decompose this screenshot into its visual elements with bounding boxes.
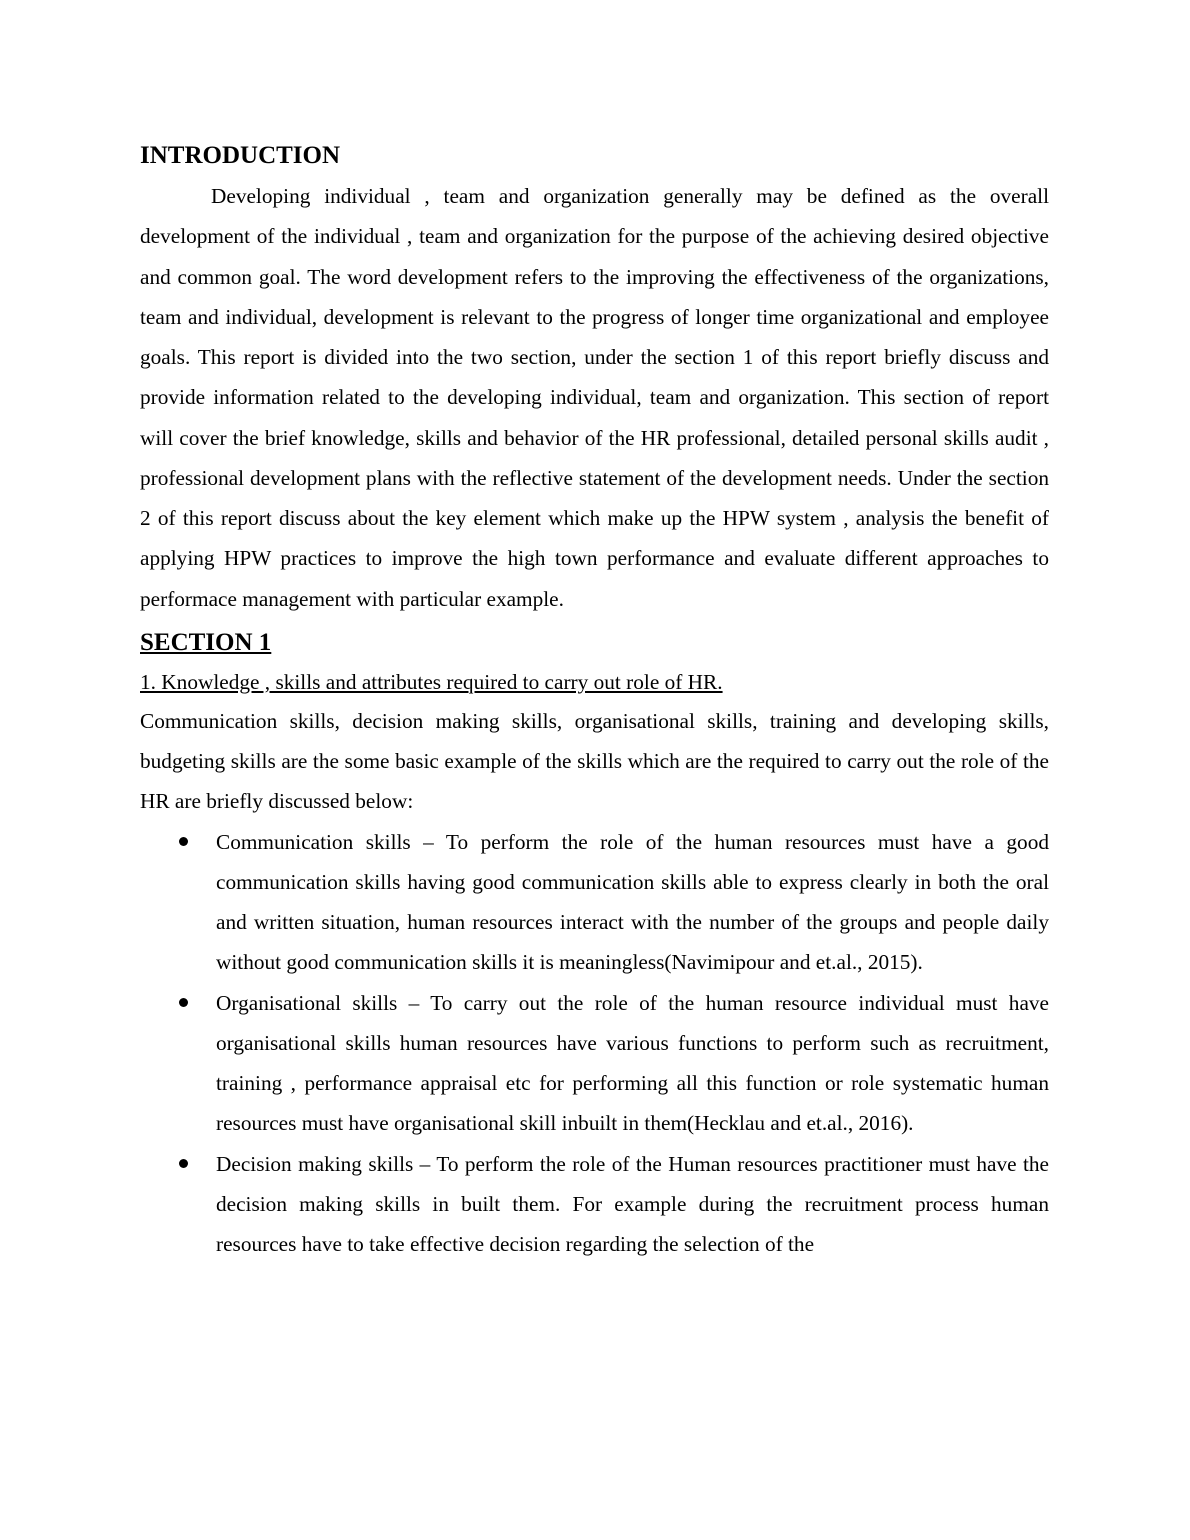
list-item — [216, 1144, 1049, 1265]
skills-bullet-list — [140, 822, 1049, 1265]
bullet-icon — [179, 1159, 188, 1168]
list-item-text: Communication skills – To perform the role of the human resources must have a good communication skills having good communication skills able to express clearly in both the oral and written situation, human resources interact with the number of the groups and people daily without good communication skills it is meaningless(Navimipour and et.al., 2015). — [216, 829, 1049, 975]
bullet-icon — [179, 837, 188, 846]
bullet-icon — [179, 998, 188, 1007]
list-item — [216, 983, 1049, 1144]
section-1-subheading: 1. Knowledge , skills and attributes required to carry out role of HR. — [140, 669, 723, 694]
introduction-paragraph: Developing individual , team and organization generally may be defined as the overall development of the individual , team and organization for the purpose of the achieving desired objective and common goal. The word development refers to the improving the effectiveness of the organizations, team and individual, development is relevant to the progress of longer time organizational and employee goals. This report is divided into the two section, under the section 1 of this report briefly discuss and provide information related to the developing individual, team and organization. This section of report will cover the brief knowledge, skills and behavior of the HR professional, detailed personal skills audit , professional development plans with the reflective statement of the development needs. Under the section 2 of this report discuss about the key element which make up the HPW system , analysis the benefit of applying HPW practices to improve the high town performance and evaluate different approaches to performace management with particular example. — [140, 184, 1049, 611]
list-item-text: Decision making skills – To perform the role of the Human resources practitioner must have the decision making skills in built them. For example during the recruitment process human resources have to take effective decision regarding the selection of the — [216, 1151, 1049, 1256]
document-page — [140, 138, 1049, 1264]
section-1-paragraph: Communication skills, decision making skills, organisational skills, training and developing skills, budgeting skills are the some basic example of the skills which are the required to carry out the role of the HR are briefly discussed below: — [140, 708, 1049, 814]
introduction-heading: INTRODUCTION — [140, 142, 341, 169]
list-item-text: Organisational skills – To carry out the role of the human resource individual must have organisational skills human resources have various functions to perform such as recruitment, training , performance appraisal etc for performing all this function or role systematic human resources must have organisational skill inbuilt in them(Hecklau and et.al., 2016). — [216, 990, 1049, 1136]
section-1-heading: SECTION 1 — [140, 628, 272, 656]
list-item — [216, 822, 1049, 983]
